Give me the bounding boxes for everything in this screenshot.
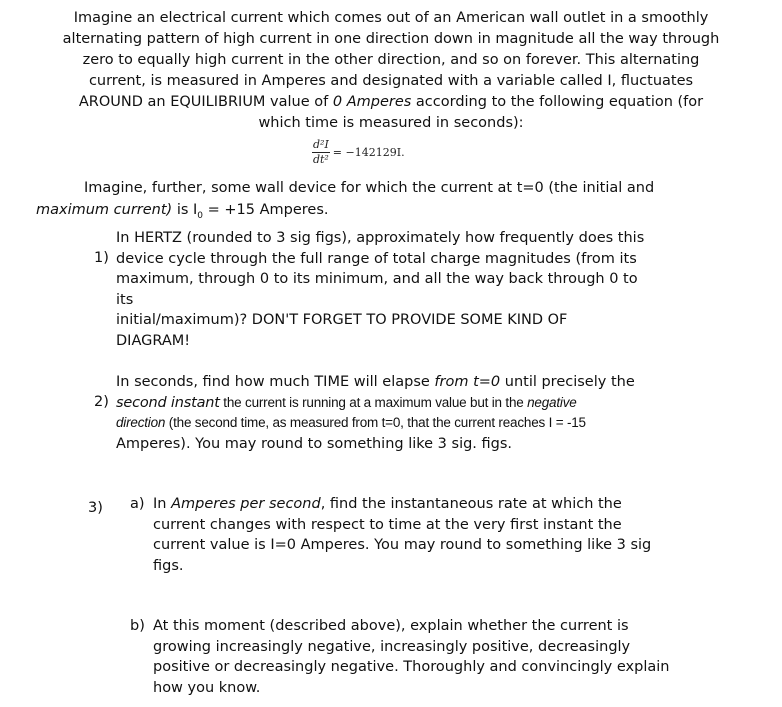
further-line-1: Imagine, further, some wall device for which the current at t=0 (the initial and xyxy=(84,180,655,196)
equilibrium-value: 0 Amperes xyxy=(332,94,412,110)
intro-line: alternating pattern of high current in one direction down in magnitude all the way through xyxy=(62,31,720,47)
intro-line: zero to equally high current in the other direction, and so on forever. This alternating xyxy=(82,52,700,68)
question-3b-label: b) xyxy=(130,618,145,634)
question-2-number: 2) xyxy=(94,394,109,410)
question-2-text: In seconds, find how much TIME will elapse from t=0 until precisely the second instant the current is running at a maximum value but in the negative direction (the second time, as measured from t=0, that the current reaches I = -15 Amperes). You may round to something like 3 sig. figs. xyxy=(116,374,635,452)
equation-denominator: dt² xyxy=(312,153,329,166)
intro-paragraph xyxy=(60,8,722,134)
equation-numerator: d²I xyxy=(313,138,329,151)
question-3b-text: At this moment (described above), explain whether the current is growing increasingly negative, increasingly positive, decreasingly positive or decreasingly negative. Thoroughly and convincingly explain how you know. xyxy=(153,618,670,696)
question-1-text: In HERTZ (rounded to 3 sig figs), approximately how frequently does this device cycle through the full range of total charge magnitudes (from its maximum, through 0 to its minimum, and all the way back through 0 to its initial/maximum)? DON'T FORGET TO PROVIDE SOME KIND OF DIAGRAM! xyxy=(116,230,645,349)
equation-fraction xyxy=(312,138,330,167)
equation-rhs: = −142129I. xyxy=(332,146,405,159)
differential-equation xyxy=(312,138,405,167)
question-3a-label: a) xyxy=(130,496,145,512)
question-3a-text: In Amperes per second, find the instantaneous rate at which the current changes with respect to time at the very first instant the current value is I=0 Amperes. You may round to something like 3 sig figs. xyxy=(153,496,652,574)
intro-line: which time is measured in seconds): xyxy=(258,115,524,131)
further-line-2: maximum current) is $I_0 = +15$ Amperes. xyxy=(36,202,329,221)
question-3-number: 3) xyxy=(88,500,103,516)
intro-line: AROUND an EQUILIBRIUM value of 0 Amperes according to the following equation (for xyxy=(78,94,704,110)
intro-line: Imagine an electrical current which comes out of an American wall outlet in a smoothly xyxy=(73,10,709,26)
question-1-number: 1) xyxy=(94,250,109,266)
intro-line: current, is measured in Amperes and designated with a variable called I, fluctuates xyxy=(88,73,694,89)
